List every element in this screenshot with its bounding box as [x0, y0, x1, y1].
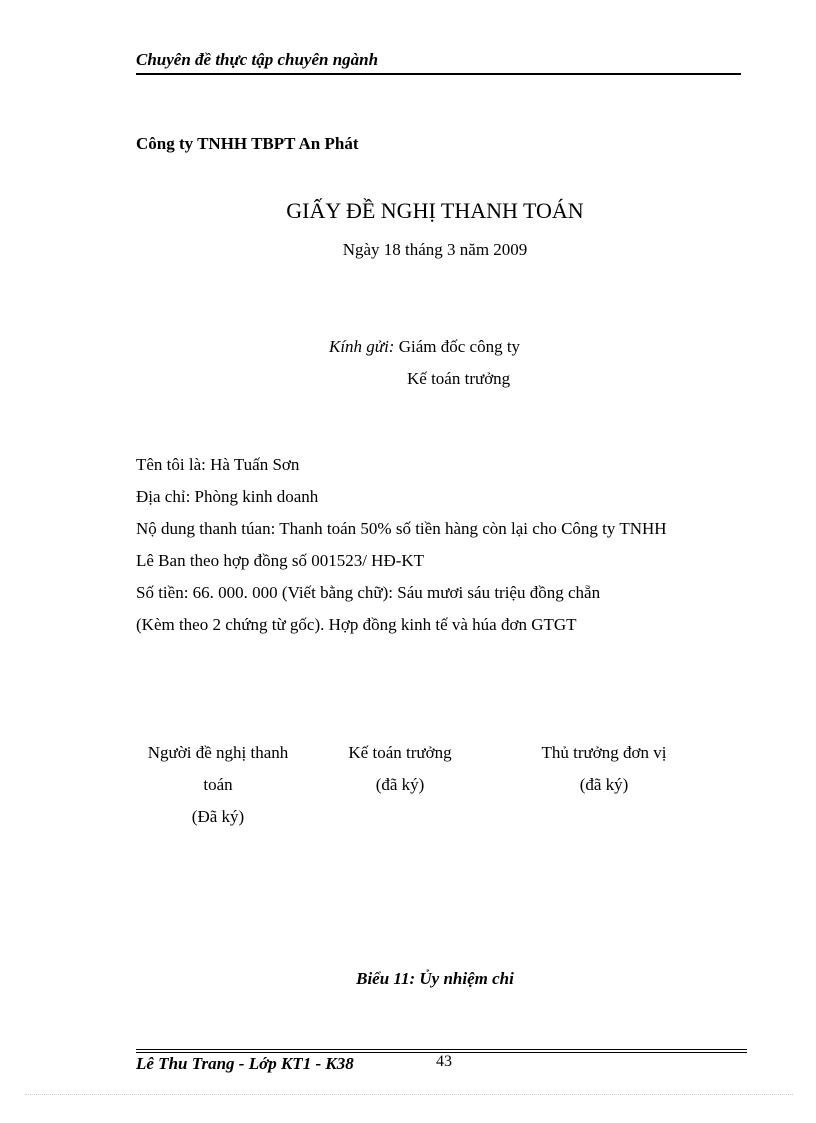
body-line-contract: Lê Ban theo hợp đồng số 001523/ HĐ-KT [136, 551, 425, 570]
signature-requester-status: (Đã ký) [191, 807, 245, 826]
figure-caption: Biểu 11: Ủy nhiệm chi [356, 969, 514, 988]
recipient-line-1 [329, 337, 520, 357]
signature-unit-head [514, 737, 694, 801]
page-number: 43 [436, 1053, 452, 1070]
document-title: GIẤY ĐỀ NGHỊ THANH TOÁN [286, 198, 584, 223]
body-line-amount: Số tiền: 66. 000. 000 (Viết bằng chữ): Sáu mươi sáu triệu đồng chẵn [136, 583, 601, 602]
header-rule [136, 73, 741, 75]
company-name: Công ty TNHH TBPT An Phát [136, 134, 359, 153]
page-bottom-border [25, 1094, 793, 1095]
signature-chief-accountant-title: Kế toán trưởng [348, 743, 452, 762]
signature-requester-title-2: toán [203, 775, 233, 794]
signature-unit-head-title: Thủ trưởng đơn vị [541, 743, 667, 762]
recipient-second: Kế toán trưởng [407, 369, 511, 388]
body-line-address: Địa chỉ: Phòng kinh doanh [136, 487, 319, 506]
signature-unit-head-status: (đã ký) [579, 775, 629, 794]
body-line-name: Tên tôi là: Hà Tuấn Sơn [136, 455, 300, 474]
signature-requester [128, 737, 308, 833]
recipient-label: Kính gửi: [329, 337, 395, 356]
document-date: Ngày 18 tháng 3 năm 2009 [342, 240, 528, 259]
running-header: Chuyên đề thực tập chuyên ngành [136, 50, 379, 69]
signature-chief-accountant [310, 737, 490, 801]
signature-requester-title-1: Người đề nghị thanh [147, 743, 289, 762]
body-line-content: Nộ dung thanh túan: Thanh toán 50% số tiền hàng còn lại cho Công ty TNHH [136, 519, 667, 538]
footer-rule-top [136, 1049, 747, 1050]
body-line-attachments: (Kèm theo 2 chứng từ gốc). Hợp đồng kinh tế và húa đơn GTGT [136, 615, 577, 634]
footer-author: Lê Thu Trang - Lớp KT1 - K38 [136, 1054, 354, 1073]
signature-chief-accountant-status: (đã ký) [375, 775, 425, 794]
recipient-first: Giám đốc công ty [398, 337, 521, 356]
